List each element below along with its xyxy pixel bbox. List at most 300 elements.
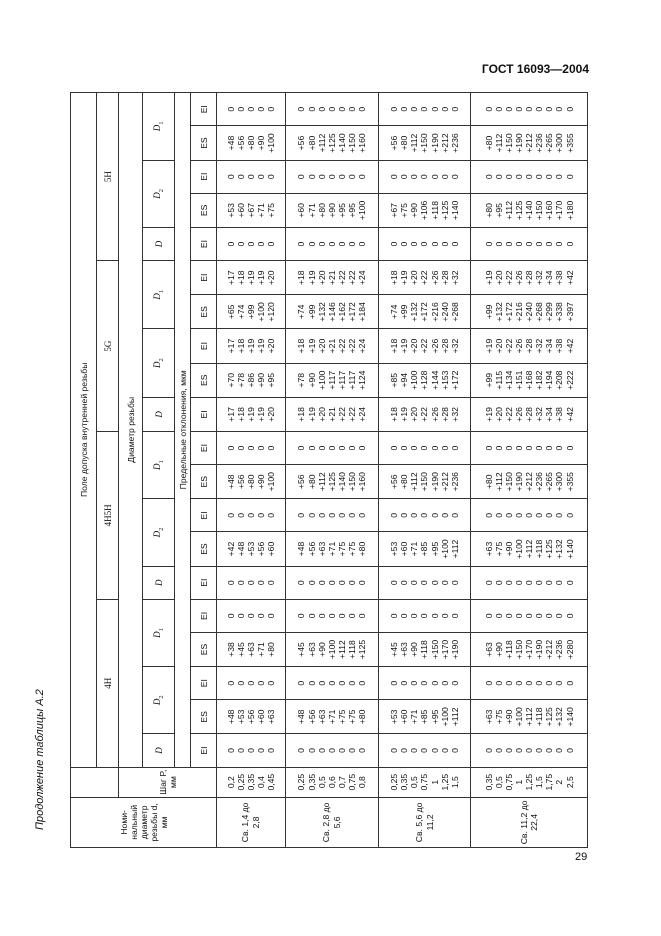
- deviation-value: +112: [409, 472, 420, 492]
- deviation-value: +150: [534, 200, 545, 221]
- deviation-value: +150: [503, 133, 514, 153]
- deviation-value: +112: [316, 472, 327, 492]
- deviation-value: +125: [439, 200, 450, 221]
- deviation-value: +118: [429, 201, 440, 220]
- deviation-value: +71: [256, 203, 267, 218]
- ei-label: EI: [191, 431, 217, 464]
- deviation-value: 0: [514, 106, 525, 112]
- deviation-value: 0: [514, 613, 525, 619]
- deviation-value: 0: [316, 106, 327, 112]
- deviation-value: 0: [336, 580, 347, 586]
- thread-diameter-header: Диаметр резьбы: [119, 93, 143, 768]
- deviation-value: +100: [256, 302, 267, 322]
- deviation-value: +28: [524, 338, 535, 354]
- diameter-range: Св. 2,8 до 5,6: [285, 797, 378, 847]
- deviation-value: +65: [225, 304, 236, 320]
- deviation-value: 0: [225, 580, 236, 586]
- deviation-value: +19: [245, 407, 256, 422]
- deviation-value: +80: [357, 541, 368, 557]
- deviation-value: 0: [483, 241, 494, 247]
- deviation-value: +56: [389, 474, 400, 490]
- deviation-value: +18: [296, 270, 307, 285]
- deviation-value: +95: [429, 709, 440, 725]
- deviation-value: 0: [266, 174, 277, 180]
- deviation-value: +26: [514, 270, 525, 285]
- deviation-value: 0: [554, 580, 565, 586]
- deviation-value: +172: [449, 370, 460, 390]
- deviation-value: 0: [389, 241, 400, 247]
- deviation-value: +18: [389, 338, 400, 354]
- deviation-value: +28: [524, 407, 535, 422]
- deviation-value: 0: [429, 613, 440, 619]
- deviation-value: 0: [346, 241, 357, 247]
- deviation-value: 0: [346, 580, 357, 586]
- deviation-value: +34: [544, 270, 555, 285]
- deviation-value: +75: [493, 709, 504, 725]
- deviation-value: 0: [534, 445, 545, 451]
- deviation-column: [217, 465, 286, 499]
- deviation-value: +100: [409, 370, 420, 390]
- pitch-values: [285, 767, 378, 797]
- deviation-value: 0: [439, 445, 450, 451]
- deviation-value: +75: [399, 203, 410, 218]
- deviation-value: +172: [346, 302, 357, 322]
- deviation-value: +70: [225, 372, 236, 388]
- deviation-value: 0: [534, 513, 545, 518]
- diam-d2-3: [143, 160, 175, 227]
- deviation-value: +20: [493, 407, 504, 422]
- deviation-value: 0: [534, 580, 545, 586]
- deviation-value: +184: [357, 302, 368, 322]
- deviation-column: [378, 227, 471, 260]
- diameter-range: Св. 1,4 до 2,8: [217, 797, 286, 847]
- pitch-value: 0,35: [399, 773, 410, 791]
- deviation-value: 0: [493, 241, 504, 247]
- deviation-value: +118: [534, 707, 545, 727]
- deviation-value: 0: [524, 445, 535, 451]
- deviation-value: 0: [306, 445, 317, 451]
- deviation-value: 0: [483, 580, 494, 586]
- deviation-value: +236: [534, 472, 545, 492]
- deviation-column: [378, 667, 471, 700]
- deviation-value: 0: [296, 513, 307, 518]
- deviation-value: 0: [439, 513, 450, 518]
- deviation-value: +38: [225, 642, 236, 657]
- deviation-value: +18: [235, 407, 246, 422]
- deviation-value: +63: [245, 642, 256, 657]
- deviation-value: +71: [409, 709, 420, 725]
- deviation-value: +85: [389, 372, 400, 388]
- deviation-column: [285, 329, 378, 363]
- deviation-value: +20: [266, 270, 277, 285]
- deviation-value: +112: [493, 472, 504, 492]
- deviation-value: 0: [346, 680, 357, 686]
- deviation-value: 0: [266, 680, 277, 686]
- tolerance-table: [70, 92, 588, 848]
- deviation-value: 0: [399, 513, 410, 518]
- deviation-value: 0: [493, 106, 504, 112]
- es-label: ES: [191, 532, 217, 566]
- deviation-value: 0: [336, 513, 347, 518]
- deviation-value: 0: [316, 513, 327, 518]
- deviation-value: +42: [225, 541, 236, 557]
- deviation-value: 0: [439, 241, 450, 247]
- deviation-value: 0: [256, 174, 267, 180]
- deviation-value: +182: [534, 370, 545, 390]
- deviation-value: 0: [419, 613, 430, 619]
- deviation-value: +190: [429, 133, 440, 153]
- deviation-column: [471, 193, 588, 227]
- deviation-value: 0: [256, 241, 267, 247]
- deviation-value: 0: [483, 613, 494, 619]
- deviation-value: 0: [326, 106, 337, 112]
- deviation-value: 0: [266, 445, 277, 451]
- deviation-value: +71: [256, 642, 267, 657]
- deviation-column: [217, 566, 286, 599]
- deviation-value: 0: [514, 174, 525, 180]
- deviation-value: 0: [357, 613, 368, 619]
- deviation-value: +150: [419, 472, 430, 492]
- pitch-value: 0,5: [316, 776, 327, 789]
- deviation-value: 0: [357, 241, 368, 247]
- deviation-value: 0: [235, 613, 246, 619]
- deviation-column: [217, 599, 286, 632]
- deviation-value: 0: [564, 445, 575, 451]
- deviation-value: 0: [336, 445, 347, 451]
- deviation-value: +71: [326, 709, 337, 725]
- deviation-value: 0: [544, 513, 555, 518]
- pitch-value: 0,25: [235, 773, 246, 791]
- deviation-value: 0: [399, 106, 410, 112]
- deviation-column: [378, 363, 471, 397]
- deviation-value: +18: [296, 407, 307, 422]
- deviation-value: 0: [357, 445, 368, 451]
- deviation-value: +118: [419, 640, 430, 659]
- deviation-value: +19: [256, 338, 267, 354]
- deviation-column: [285, 227, 378, 260]
- deviation-value: +125: [357, 639, 368, 660]
- deviation-value: +26: [429, 270, 440, 285]
- deviation-value: +19: [399, 270, 410, 285]
- diam-d1-1: [143, 431, 175, 498]
- deviation-value: 0: [429, 748, 440, 753]
- deviation-column: [378, 700, 471, 734]
- deviation-column: [285, 363, 378, 397]
- deviation-value: 0: [503, 106, 514, 112]
- deviation-column: [471, 363, 588, 397]
- deviation-value: 0: [316, 613, 327, 619]
- deviation-value: 0: [534, 174, 545, 180]
- deviation-column: [378, 566, 471, 599]
- deviation-value: +125: [326, 472, 337, 492]
- deviation-column: [471, 227, 588, 260]
- deviation-value: +26: [429, 407, 440, 422]
- deviation-value: +19: [245, 270, 256, 285]
- deviation-value: +42: [564, 338, 575, 354]
- es-label: ES: [191, 465, 217, 499]
- diam-d2-2: [143, 329, 175, 397]
- deviation-value: 0: [306, 241, 317, 247]
- deviation-value: 0: [296, 174, 307, 180]
- ei-label: EI: [191, 329, 217, 363]
- deviation-value: +128: [419, 370, 430, 390]
- deviation-value: 0: [409, 513, 420, 518]
- deviation-value: +38: [554, 407, 565, 422]
- deviation-value: 0: [419, 680, 430, 686]
- deviation-value: 0: [524, 106, 535, 112]
- deviation-value: +112: [524, 539, 535, 559]
- deviation-value: +32: [534, 270, 545, 285]
- deviation-column: [285, 126, 378, 160]
- deviation-value: +265: [544, 472, 555, 492]
- deviation-column: [217, 700, 286, 734]
- pitch-value: 0,25: [296, 773, 307, 791]
- deviation-value: 0: [336, 241, 347, 247]
- pitch-value: 0,75: [503, 773, 514, 791]
- deviation-column: [378, 126, 471, 160]
- deviation-value: +56: [256, 541, 267, 557]
- deviation-value: +18: [389, 407, 400, 422]
- deviation-value: +190: [534, 639, 545, 660]
- deviation-value: 0: [316, 748, 327, 753]
- deviation-value: +17: [225, 270, 236, 285]
- deviation-value: +300: [554, 472, 565, 492]
- deviation-value: 0: [256, 513, 267, 518]
- deviation-value: 0: [326, 580, 337, 586]
- deviation-value: 0: [326, 241, 337, 247]
- deviation-value: +236: [534, 133, 545, 153]
- deviation-value: +112: [336, 640, 347, 659]
- deviation-value: +63: [483, 541, 494, 557]
- deviation-value: 0: [266, 513, 277, 518]
- deviation-value: 0: [449, 613, 460, 619]
- deviation-value: +160: [357, 133, 368, 153]
- deviation-value: +112: [449, 539, 460, 559]
- deviation-value: +71: [409, 541, 420, 557]
- pitch-values: [217, 767, 286, 797]
- deviation-value: +18: [235, 338, 246, 354]
- tolerance-4h: 4H: [97, 599, 119, 767]
- deviation-value: +75: [493, 541, 504, 557]
- deviation-column: [217, 93, 286, 126]
- diam-d2-1-symbol: $D_2$: [152, 527, 165, 538]
- deviation-value: 0: [534, 106, 545, 112]
- deviation-value: +75: [336, 541, 347, 557]
- deviation-column: [217, 734, 286, 767]
- deviation-value: +22: [336, 270, 347, 285]
- deviation-value: +63: [399, 642, 410, 657]
- deviation-value: 0: [449, 513, 460, 518]
- deviation-column: [285, 93, 378, 126]
- deviation-value: +86: [245, 372, 256, 388]
- deviation-column: [471, 126, 588, 160]
- diam-d-1: [143, 566, 175, 599]
- deviation-value: +32: [534, 338, 545, 354]
- deviation-value: 0: [554, 174, 565, 180]
- deviation-value: +63: [266, 709, 277, 725]
- diam-d1-2-subscript: 1: [157, 289, 165, 294]
- deviation-value: +208: [554, 370, 565, 390]
- deviation-value: 0: [256, 748, 267, 753]
- pitch-value: 0,25: [389, 773, 400, 791]
- deviation-value: +28: [439, 270, 450, 285]
- deviation-value: +19: [245, 338, 256, 354]
- deviation-value: +90: [503, 541, 514, 557]
- deviation-value: 0: [399, 680, 410, 686]
- deviation-column: [378, 295, 471, 329]
- deviation-value: 0: [503, 513, 514, 518]
- deviation-value: +80: [483, 474, 494, 490]
- deviation-column: [217, 329, 286, 363]
- deviation-value: +222: [564, 370, 575, 390]
- deviation-value: 0: [306, 680, 317, 686]
- deviation-value: +190: [514, 472, 525, 492]
- ei-label: EI: [191, 261, 217, 295]
- diam-d1-0-subscript: 1: [157, 628, 165, 632]
- deviation-value: +118: [534, 539, 545, 559]
- deviation-value: 0: [256, 613, 267, 619]
- deviation-value: 0: [409, 748, 420, 753]
- deviation-value: +95: [346, 203, 357, 218]
- diam-d-3-symbol: D: [153, 240, 164, 248]
- ei-label: EI: [191, 227, 217, 260]
- diameter-range: Св. 5,6 до 11,2: [378, 797, 471, 847]
- deviation-value: +80: [306, 474, 317, 490]
- deviation-value: 0: [449, 580, 460, 586]
- es-label: ES: [191, 295, 217, 329]
- deviation-value: +190: [429, 472, 440, 492]
- deviation-value: +18: [235, 270, 246, 285]
- deviation-value: +90: [306, 372, 317, 388]
- deviation-value: +150: [503, 472, 514, 492]
- deviation-value: 0: [503, 241, 514, 247]
- deviation-value: +100: [357, 200, 368, 221]
- deviation-value: 0: [256, 106, 267, 112]
- deviation-value: 0: [439, 680, 450, 686]
- nominal-diameter-header: Номи-нальный диаметр резьбы d, мм: [71, 797, 217, 847]
- deviation-value: 0: [336, 174, 347, 180]
- deviation-value: 0: [256, 580, 267, 586]
- deviation-value: +22: [503, 407, 514, 422]
- deviation-value: +42: [564, 270, 575, 285]
- deviation-value: +48: [225, 474, 236, 490]
- deviation-value: 0: [316, 445, 327, 451]
- deviation-value: +22: [419, 407, 430, 422]
- limit-deviations-header: Предельные отклонения, мкм: [175, 93, 191, 768]
- deviation-value: 0: [429, 680, 440, 686]
- deviation-value: +160: [357, 472, 368, 492]
- deviation-value: +60: [235, 203, 246, 218]
- deviation-column: [217, 397, 286, 431]
- diam-d1-2: [143, 261, 175, 329]
- deviation-value: +20: [493, 270, 504, 285]
- deviation-value: +28: [439, 407, 450, 422]
- deviation-value: +118: [346, 640, 357, 659]
- deviation-value: +150: [514, 639, 525, 660]
- deviation-value: 0: [449, 680, 460, 686]
- deviation-value: +100: [266, 133, 277, 153]
- deviation-value: 0: [245, 513, 256, 518]
- deviation-value: 0: [439, 748, 450, 753]
- es-label: ES: [191, 126, 217, 160]
- deviation-value: +56: [235, 135, 246, 151]
- deviation-value: 0: [326, 680, 337, 686]
- deviation-column: [285, 397, 378, 431]
- pitch-value: 0,2: [225, 776, 236, 789]
- deviation-value: +80: [399, 135, 410, 151]
- deviation-value: +90: [503, 709, 514, 725]
- ei-label: EI: [191, 397, 217, 431]
- pitch-value: 0,45: [266, 773, 277, 791]
- deviation-column: [471, 397, 588, 431]
- deviation-value: 0: [409, 680, 420, 686]
- pitch-value: 0,6: [326, 776, 337, 789]
- deviation-value: 0: [296, 613, 307, 619]
- deviation-value: 0: [235, 174, 246, 180]
- diam-d2-3-symbol: $D_2$: [152, 188, 165, 199]
- deviation-value: 0: [493, 748, 504, 753]
- diam-d1-1-symbol: $D_1$: [152, 460, 165, 471]
- deviation-value: 0: [296, 580, 307, 586]
- deviation-value: +216: [429, 302, 440, 322]
- deviation-value: +172: [503, 302, 514, 322]
- deviation-value: +53: [225, 203, 236, 218]
- deviation-value: +32: [449, 338, 460, 354]
- deviation-value: 0: [266, 748, 277, 753]
- deviation-value: +190: [514, 133, 525, 153]
- deviation-value: 0: [225, 613, 236, 619]
- deviation-value: 0: [544, 680, 555, 686]
- ei-label: EI: [191, 93, 217, 126]
- deviation-value: 0: [544, 580, 555, 586]
- deviation-value: 0: [419, 580, 430, 586]
- page-number: 29: [575, 851, 588, 863]
- deviation-value: +99: [245, 304, 256, 320]
- deviation-column: [217, 667, 286, 700]
- deviation-value: 0: [493, 174, 504, 180]
- es-label: ES: [191, 700, 217, 734]
- deviation-value: 0: [429, 106, 440, 112]
- deviation-value: +100: [439, 539, 450, 559]
- deviation-value: +90: [256, 135, 267, 151]
- deviation-value: +190: [449, 639, 460, 660]
- deviation-column: [217, 532, 286, 566]
- deviation-value: +151: [514, 370, 525, 390]
- deviation-value: +45: [296, 642, 307, 657]
- deviation-column: [217, 261, 286, 295]
- deviation-value: +71: [306, 203, 317, 218]
- deviation-value: 0: [336, 106, 347, 112]
- deviation-value: +80: [306, 135, 317, 151]
- deviation-value: 0: [316, 680, 327, 686]
- deviation-value: 0: [399, 613, 410, 619]
- deviation-value: +19: [256, 270, 267, 285]
- deviation-value: 0: [306, 106, 317, 112]
- deviation-value: +48: [296, 709, 307, 725]
- deviation-value: 0: [534, 241, 545, 247]
- deviation-value: 0: [419, 106, 430, 112]
- deviation-value: +80: [483, 135, 494, 151]
- deviation-value: 0: [493, 513, 504, 518]
- deviation-value: +74: [296, 304, 307, 320]
- deviation-value: 0: [409, 580, 420, 586]
- deviation-column: [471, 532, 588, 566]
- deviation-value: +21: [326, 270, 337, 285]
- deviation-value: 0: [503, 680, 514, 686]
- deviation-value: +56: [306, 541, 317, 557]
- deviation-value: +112: [493, 133, 504, 153]
- deviation-value: 0: [449, 445, 460, 451]
